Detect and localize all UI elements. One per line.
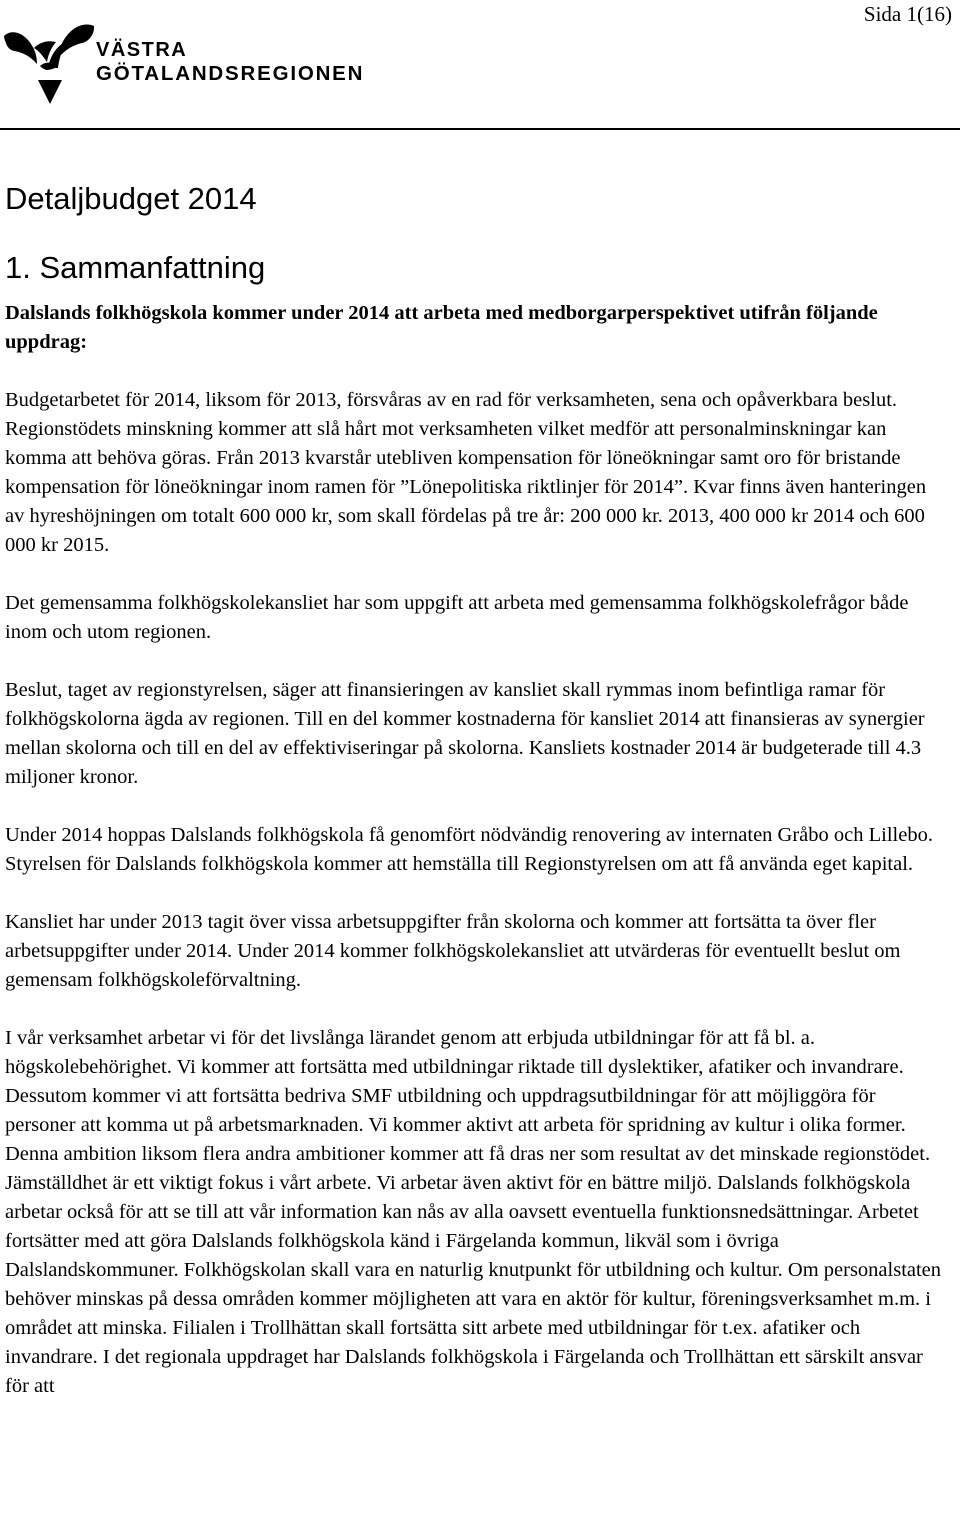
logo-line-2: GÖTALANDSREGIONEN xyxy=(96,62,365,85)
header-divider xyxy=(0,128,960,130)
body-paragraph: Det gemensamma folkhögskolekansliet har som uppgift att arbeta med gemensamma folkhögskolefrågor både inom och utom regionen. xyxy=(5,592,909,643)
body-paragraph: Beslut, taget av regionstyrelsen, säger att finansieringen av kansliet skall rymmas inom befintliga ramar för folkhögskolorna ägda av regionen. Till en del kommer kostnaderna för kansliet 2014 att finansieras av synergier mellan skolorna och till en del av effektiviseringar på skolorna. Kansliets kostnader 2014 är budgeterade till 4.3 miljoner kronor. xyxy=(5,679,925,788)
intro-paragraph: Dalslands folkhögskola kommer under 2014 att arbeta med medborgarperspektivet utifrån följande uppdrag: xyxy=(5,302,878,353)
logo-line-1: VÄSTRA xyxy=(96,39,188,61)
section-heading: 1. Sammanfattning xyxy=(5,250,266,285)
body-paragraph: Budgetarbetet för 2014, liksom för 2013, försvåras av en rad för verksamheten, sena och opåverkbara beslut. Regionstödets minskning kommer att slå hårt mot verksamheten vilket medför att personalminskningar kan komma att behöva göras. Från 2013 kvarstår utebliven kompensation för löneökningar samt oro för bristande kompensation för löneökningar inom ramen för ”Lönepolitiska riktlinjer för 2014”. Kvar finns även hanteringen av hyreshöjningen om totalt 600 000 kr, som skall fördelas på tre år: 200 000 kr. 2013, 400 000 kr 2014 och 600 000 kr 2015. xyxy=(5,389,927,556)
body-paragraph: I vår verksamhet arbetar vi för det livslånga lärandet genom att erbjuda utbildningar för att få bl. a. högskolebehörighet. Vi kommer att fortsätta med utbildningar riktade till dyslektiker, afatiker och invandrare. Dessutom kommer vi att fortsätta bedriva SMF utbildning och uppdragsutbildningar för att möjliggöra för personer att komma ut på arbetsmarknaden. Vi kommer aktivt att arbeta för spridning av kultur i olika former. Denna ambition liksom flera andra ambitioner kommer att få dras ner som resultat av det minskade regionstödet. Jämställdhet är ett viktigt fokus i vårt arbete. Vi arbetar även aktivt för en bättre miljö. Dalslands folkhögskola arbetar också för att se till att vår information kan nås av alla oavsett eventuella funktionsnedsättningar. Arbetet fortsätter med att göra Dalslands folkhögskola känd i Färgelanda kommun, likväl som i övriga Dalslandskommuner. Folkhögskolan skall vara en naturlig knutpunkt för utbildning och kultur. Om personalstaten behöver minskas på dessa områden kommer möjligheten att vara en aktör för kultur, föreningsverksamhet m.m. i området att minska. Filialen i Trollhättan skall fortsätta sitt arbete med utbildningar för t.ex. afatiker och invandrare. I det regionala uppdraget har Dalslands folkhögskola i Färgelanda och Trollhättan ett särskilt ansvar för att xyxy=(5,1027,942,1397)
body-paragraph: Kansliet har under 2013 tagit över vissa arbetsuppgifter från skolorna och kommer att fortsätta ta över fler arbetsuppgifter under 2014. Under 2014 kommer folkhögskolekansliet att utvärderas för eventuellt beslut om gemensam folkhögskoleförvaltning. xyxy=(5,911,901,991)
page-number: Sida 1(16) xyxy=(863,2,952,26)
document-title: Detaljbudget 2014 xyxy=(5,181,257,216)
logo-wordmark xyxy=(96,38,364,86)
document-body xyxy=(5,299,945,1430)
body-paragraph: Under 2014 hoppas Dalslands folkhögskola få genomfört nödvändig renovering av internaten Gråbo och Lillebo. Styrelsen för Dalslands folkhögskola kommer att hemställa till Regionstyrelsen om att få använda eget kapital. xyxy=(5,824,933,875)
organization-logo xyxy=(4,22,384,108)
vastra-gotalandsregionen-logo-icon xyxy=(4,22,96,108)
